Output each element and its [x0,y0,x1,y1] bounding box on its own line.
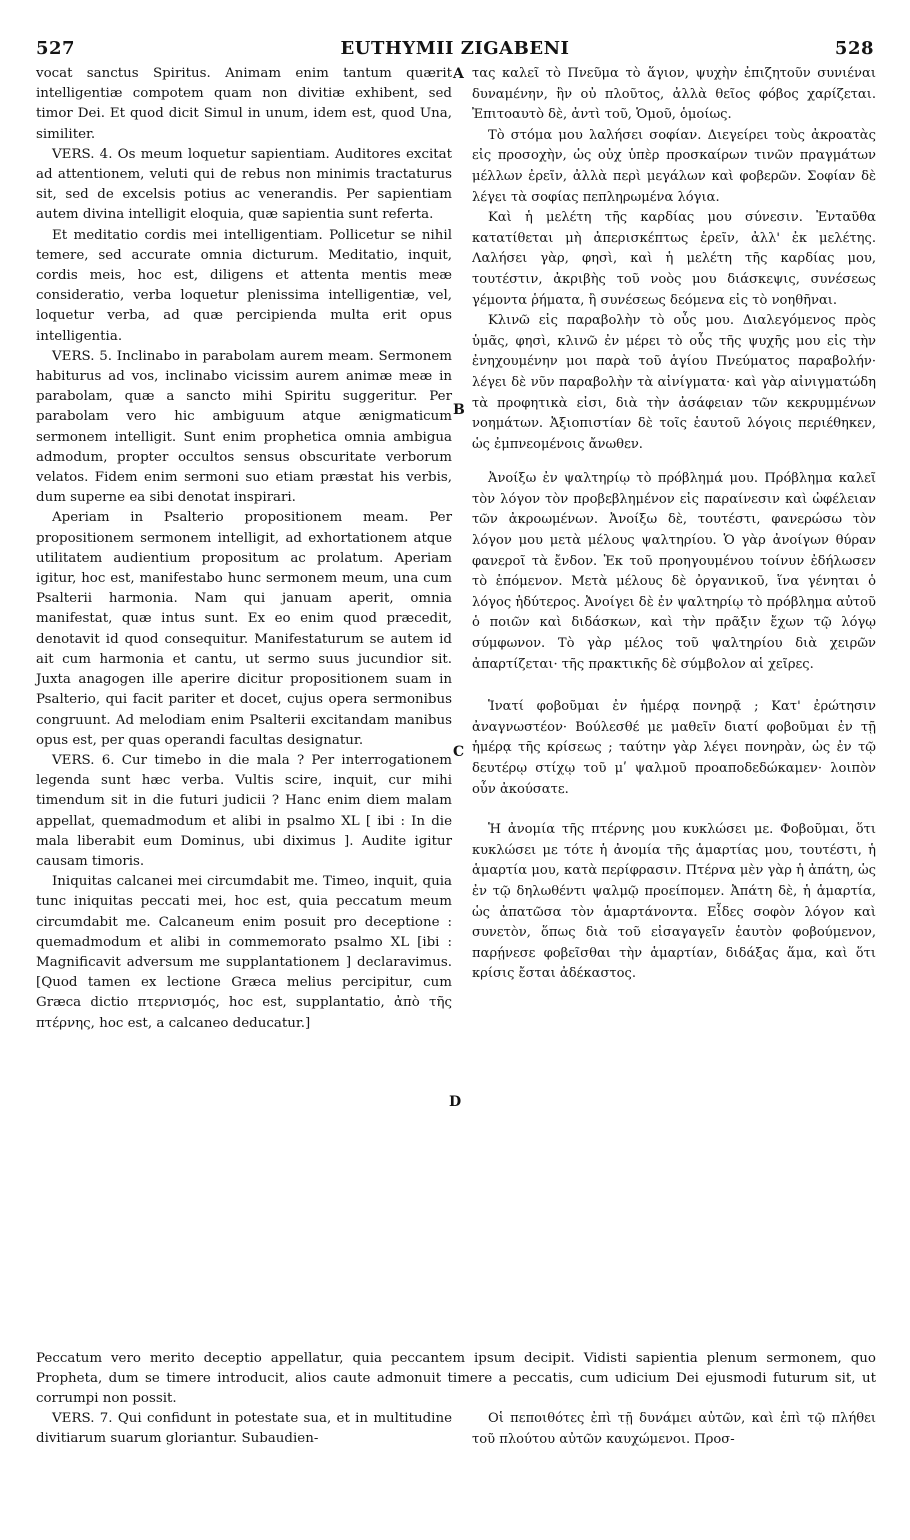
latin-paragraph: Iniquitas calcanei mei circumdabit me. Timeo, inquit, quia tunc iniquitas peccati mei, hoc est, quia peccatum meum circumdabit me. Calcaneum enim posuit pro deceptione : quemadmodum et alibi in commemorato psalmo XL [ibi : Magnificavit adversum me supplantationem ] declaravimus. [Quod tamen ex lectione Græca melius percipitur, cum Græca dictio πτερνισμός, hoc est, supplantatio, ἀπὸ τῆς πτέρνης, hoc est, a calcaneo deducatur.] [36,874,452,1031]
latin-tail [36,1409,452,1449]
page-number-right: 528 [834,38,874,59]
latin-paragraph: Aperiam in Psalterio propositionem meam. Per propositionem sermonem intelligit, ad exhortationem atque utilitatem audientium propositum ac prolatum. Aperiam igitur, hoc est, manifestabo hunc sermonem meum, una cum Psalterii harmonia. Nam qui januam aperit, omnia manifestat, quæ intus sunt. Ex eo enim quod præcedit, denotavit id quod consequitur. Manifestaturum se autem id ait cum harmonia et cantu, ut sermo suus jucundior sit. Juxta anagogen ille aperire dicitur propositionem suam in Psalterio, qui facit pariter et docet, cujus opera sermonibus congruunt. Ad melodiam enim Psalterii excitandam manibus opus est, per quas operandi facultas designatur. [36,510,452,748]
greek-paragraph: Οἱ πεποιθότες ἐπὶ τῇ δυνάμει αὐτῶν, καὶ ἐπὶ τῷ πλήθει τοῦ πλούτου αὐτῶν καυχώμενοι. Προσ- [472,1411,876,1447]
greek-paragraph: Κλινῶ εἰς παραβολὴν τὸ οὖς μου. Διαλεγόμενος πρὸς ὑμᾶς, φησὶ, κλινῶ ἐν μέρει τὸ οὖς τῆς ψυχῆς μου εἰς τὴν ἐνηχουμένην μοι παρὰ τοῦ ἁγίου Πνεύματος παραβολήν· λέγει δὲ νῦν παραβολὴν τὰ αἰνίγματα· καὶ γὰρ αἰνιγματώδη τὰ προφητικὰ εἰσι, διὰ τὴν ἀσάφειαν τῶν κεκρυμμένων νοημάτων. Ἀξιοπιστίαν δὲ τοῖς ἑαυτοῦ λόγοις περιέθηκεν, ὡς ἐμπνεομένοις ἄνωθεν. [472,313,876,452]
greek-tail [472,1409,876,1450]
page-number-left: 527 [36,38,76,59]
greek-paragraph: Ἀνοίξω ἐν ψαλτηρίῳ τὸ πρόβλημά μου. Πρόβλημα καλεῖ τὸν λόγον τὸν προβεβλημένον εἰς παραίνεσιν καὶ ὠφέλειαν τῶν ἀκροωμένων. Ἀνοίξω δὲ, τουτέστι, φανερώσω τὸν λόγον μου μετὰ μέλους ψαλτηρίου. Ὁ γὰρ ἀνοίγων θύραν φανεροῖ τὰ ἔνδον. Ἐκ τοῦ προηγουμένου τοίνυν ἐδήλωσεν τὸ ἑπόμενον. Μετὰ μέλους δὲ ὀργανικοῦ, ἵνα γένηται ὁ λόγος ἡδύτερος. Ἀνοίγει δὲ ἐν ψαλτηρίῳ τὸ πρόβλημα αὐτοῦ ὁ ποιῶν καὶ διδάσκων, καὶ τὴν πρᾶξιν ἔχων τῷ λόγῳ σύμφωνον. Τὸ γὰρ μέλος τοῦ ψαλτηρίου διὰ χειρῶν ἀπαρτίζεται· τῆς πρακτικῆς δὲ σύμβολον αἱ χεῖρες. [472,471,876,672]
greek-paragraph: Καὶ ἡ μελέτη τῆς καρδίας μου σύνεσιν. Ἐνταῦθα κατατίθεται μὴ ἀπερισκέπτως ἐρεῖν, ἀλλ' ἐκ μελέτης. Λαλήσει γὰρ, φησὶ, καὶ ἡ μελέτη τῆς καρδίας μου, τουτέστιν, ἀκριβὴς τοῦ νοὸς μου διάσκεψις, συνέσεως γέμοντα ῥήματα, ἢ συνέσεως δεόμενα εἰς τὸ νοηθῆναι. [472,210,876,308]
section-marker-b: B [453,402,465,418]
latin-paragraph: VERS. 4. Os meum loquetur sapientiam. Auditores excitat ad attentionem, veluti qui de rebus non minimis tractaturus sit, sed de excelsis potius ac venerandis. Per sapientiam autem divina intelligit eloquia, quæ sapientia sunt referta. [36,146,452,223]
page-title: EUTHYMII ZIGABENI [340,38,570,59]
greek-paragraph: Τὸ στόμα μου λαλήσει σοφίαν. Διεγείρει τοὺς ἀκροατὰς εἰς προσοχὴν, ὡς οὐχ ὑπὲρ προσκαίρων τινῶν πραγμάτων μέλλων ἐρεῖν, ἀλλὰ περὶ μεγάλων καὶ φοβερῶν. Σοφίαν δὲ λέγει τὰ σοφίας πεπληρωμένα λόγια. [472,127,876,205]
greek-paragraph: Ἱνατί φοβοῦμαι ἐν ἡμέρᾳ πονηρᾷ ; Κατ' ἐρώτησιν ἀναγνωστέον· Βούλεσθέ με μαθεῖν διατί φοβοῦμαι ἐν τῇ ἡμέρᾳ τῆς κρίσεως ; ταύτην γὰρ λέγει πονηρὰν, ὡς ἐν τῷ δευτέρῳ στίχῳ τοῦ μʹ ψαλμοῦ προαποδεδώκαμεν· λοιπὸν οὖν ἀκούσατε. [472,699,876,797]
running-header [36,38,874,64]
greek-paragraph: τας καλεῖ τὸ Πνεῦμα τὸ ἅγιον, ψυχὴν ἐπιζητοῦν συνιέναι δυναμένην, ἣν οὐ πλοῦτος, ἀλλὰ θεῖος φόβος χαρίζεται. Ἐπιτοαυτὸ δὲ, ἀντὶ τοῦ, Ὁμοῦ, ὁμοίως. [472,66,876,123]
section-marker-a: A [453,66,464,82]
section-marker-c: C [453,744,465,760]
latin-paragraph: Et meditatio cordis mei intelligentiam. Pollicetur se nihil temere, sed accurate omnia dicturum. Meditatio, inquit, cordis meis, hoc est, diligens et attenta mentis meæ consideratio, verba loquetur plenissima intelligentiæ, vel, loquetur verba, ad quæ percipienda multa erit opus intelligentia. [36,227,452,344]
latin-column [36,64,452,1034]
greek-column [472,64,876,985]
latin-paragraph: VERS. 6. Cur timebo in die mala ? Per interrogationem legenda sunt hæc verba. Vultis scire, inquit, cur mihi timendum sit in die futuri judicii ? Hanc enim diem malam appellat, quemadmodum et alibi in psalmo XL [ ibi : In die mala liberabit eum Dominus, ubi diximus ]. Audite igitur causam timoris. [36,752,452,869]
greek-paragraph: Ἡ ἀνομία τῆς πτέρνης μου κυκλώσει με. Φοβοῦμαι, ὅτι κυκλώσει με τότε ἡ ἀνομία τῆς ἁμαρτίας μου, τουτέστι, ἡ ἁμαρτία μου, κατὰ περίφρασιν. Πτέρνα μὲν γὰρ ἡ ἀπάτη, ὡς ἐν τῷ δηλωθέντι ψαλμῷ προείπομεν. Ἀπάτη δὲ, ἡ ἁμαρτία, ὡς ἀπατῶσα τὸν ἁμαρτάνοντα. Εἶδες σοφὸν λόγον καὶ συνετὸν, ὅπως διὰ τοῦ εἰσαγαγεῖν ἑαυτὸν φοβούμενον, παρῄνεσε φοβεῖσθαι τὴν ἁμαρτίαν, διδάξας ἅμα, καὶ ὅτι κρίσις ἔσται ἀδέκαστος. [472,822,876,982]
latin-full-width-text: Peccatum vero merito deceptio appellatur, quia peccantem ipsum decipit. Vidisti sapientia plenum sermonem, quo Propheta, dum se timere introducit, alios caute admonuit timere a peccatis, cum udicium Dei ejusmodi futurum sit, ut corrumpi non possit. [36,1351,876,1407]
section-marker-d: D [449,1094,462,1110]
latin-paragraph: VERS. 5. Inclinabo in parabolam aurem meam. Sermonem habiturus ad vos, inclinabo vicissim aurem animæ meæ in parabolam, quæ a sancto mihi Spiritu suggeritur. Per parabolam vero hic ambiguum atque ænigmaticum sermonem intelligit. Sunt enim prophetica omnia ambigua admodum, propter occultos sensus obscuritate verborum velatos. Fidem enim sermoni suo etiam præstat his verbis, dum superne ea sibi denotat inspirari. [36,348,452,506]
latin-paragraph: vocat sanctus Spiritus. Animam enim tantum quærit intelligentiæ compotem quam non divitiæ exhibent, sed timor Dei. Et quod dicit Simul in unum, idem est, quod Una, similiter. [36,66,452,142]
full-width-paragraph [36,1349,876,1410]
latin-paragraph: VERS. 7. Qui confidunt in potestate sua, et in multitudine divitiarum suarum gloriantur. Subaudien- [36,1411,452,1447]
